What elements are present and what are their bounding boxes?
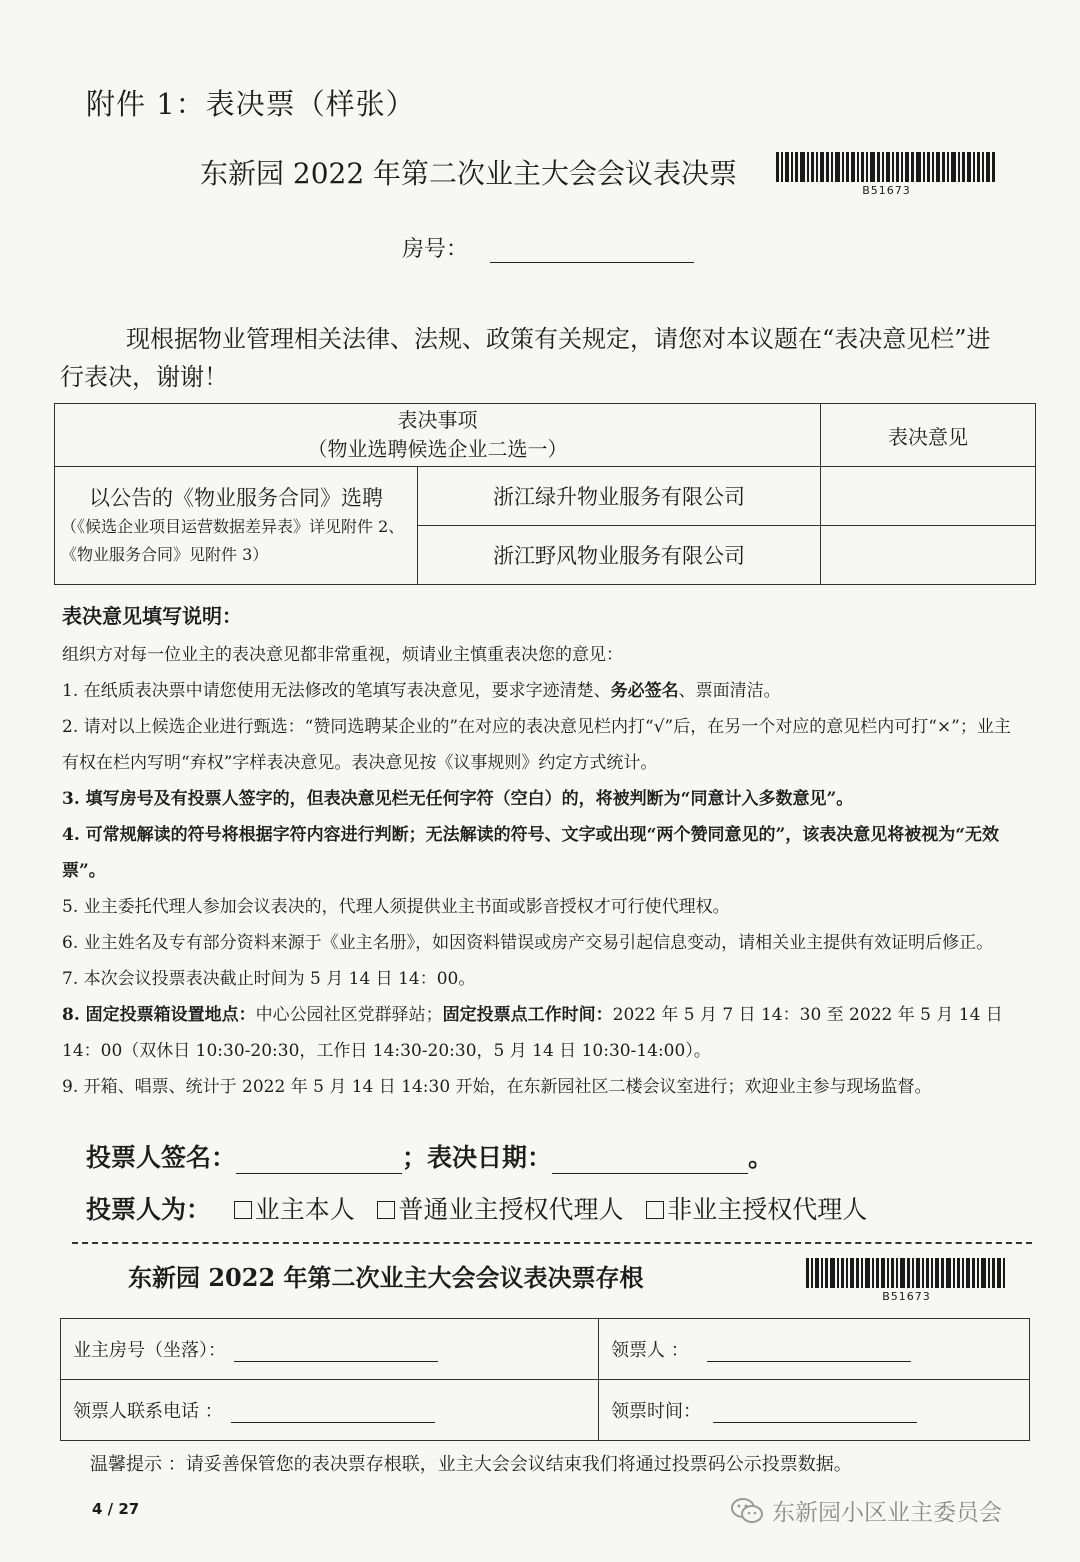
instruction-3: 3. 填写房号及有投票人签字的，但表决意见栏无任何字符（空白）的，将被判断为“同意计入多数意见”。 <box>62 789 854 809</box>
stub-barcode <box>806 1258 1007 1303</box>
receiver-phone-cell <box>61 1380 599 1441</box>
voter-type-row <box>86 1190 867 1226</box>
voter-sign-label: 投票人签名： <box>86 1143 237 1172</box>
opinion-cell-1[interactable] <box>821 467 1036 526</box>
selection-cell <box>55 467 418 585</box>
opinion-header: 表决意见 <box>821 404 1036 467</box>
instruction-9: 9. 开箱、唱票、统计于 2022 年 5 月 14 日 14:30 开始，在东新园社区二楼会议室进行；欢迎业主参与现场监督。 <box>62 1077 932 1097</box>
instruction-1: 1. 在纸质表决票中请您使用无法修改的笔填写表决意见，要求字迹清楚、务必签名、票面清洁。 <box>62 681 781 701</box>
receiver-line[interactable] <box>707 1361 911 1362</box>
vote-table <box>54 403 1036 585</box>
tip-text: 温馨提示 ：请妥善保管您的表决票存根联，业主大会会议结束我们将通过投票码公示投票数据。 <box>90 1454 852 1475</box>
stub-table <box>60 1318 1030 1441</box>
owner-room-line[interactable] <box>234 1361 438 1362</box>
ballot-title: 东新园 2022 年第二次业主大会会议表决票 <box>200 157 738 190</box>
voter-type-label: 投票人为： <box>86 1195 212 1224</box>
instruction-5: 5. 业主委托代理人参加会议表决的，代理人须提供业主书面或影音授权才可行使代理权。 <box>62 897 730 917</box>
instructions-intro: 组织方对每一位业主的表决意见都非常重视，烦请业主慎重表决您的意见： <box>62 645 623 665</box>
stub-barcode-number: B51673 <box>882 1290 931 1303</box>
voter-type-owner-proxy[interactable]: 普通业主授权代理人 <box>377 1195 623 1224</box>
instruction-2: 2. 请对以上候选企业进行甄选：“赞同选聘某企业的”在对应的表决意见栏内打“√”后，在另一个对应的意见栏内可打“×”；业主有权在栏内写明“弃权”字样表决意见。表决意见按《议事规则》约定方式统计。 <box>62 717 1011 773</box>
room-number-field[interactable] <box>402 232 694 263</box>
cut-line <box>72 1242 1032 1244</box>
instruction-7: 7. 本次会议投票表决截止时间为 5 月 14 日 14：00。 <box>62 969 476 989</box>
sign-end: 。 <box>748 1143 774 1172</box>
vote-date-label: 表决日期： <box>427 1143 553 1172</box>
selection-note: （《候选企业项目运营数据差异表》详见附件 2、《物业服务合同》见附件 3） <box>61 516 405 564</box>
stub-title: 东新园 2022 年第二次业主大会会议表决票存根 <box>128 1263 644 1292</box>
checkbox-icon[interactable] <box>234 1201 252 1219</box>
receive-time-label: 领票时间： <box>611 1401 701 1422</box>
room-label: 房号： <box>402 237 469 262</box>
selection-title: 以公告的《物业服务合同》选聘 <box>89 485 383 510</box>
opinion-cell-2[interactable] <box>821 526 1036 585</box>
voter-type-nonowner-proxy[interactable]: 非业主授权代理人 <box>646 1195 867 1224</box>
watermark <box>730 1494 1002 1527</box>
instruction-4: 4. 可常规解读的符号将根据字符内容进行判断；无法解读的符号、文字或出现“两个赞同意见的”，该表决意见将被视为“无效票”。 <box>62 825 999 881</box>
receiver-label: 领票人 ： <box>611 1340 689 1361</box>
instructions <box>62 637 1022 1105</box>
matter-title: 表决事项 <box>397 408 478 432</box>
voter-type-owner[interactable]: 业主本人 <box>234 1195 355 1224</box>
barcode-number: B51673 <box>862 184 911 197</box>
signature-row <box>86 1138 773 1174</box>
candidate-1: 浙江绿升物业服务有限公司 <box>418 467 821 526</box>
vote-matter-header <box>55 404 821 467</box>
barcode-bars <box>776 152 997 182</box>
page-number: 4 / 27 <box>92 1500 140 1518</box>
stub-barcode-bars <box>806 1258 1007 1288</box>
candidate-2: 浙江野风物业服务有限公司 <box>418 526 821 585</box>
receive-time-line[interactable] <box>713 1422 917 1423</box>
owner-room-label: 业主房号（坐落）： <box>73 1340 226 1361</box>
barcode <box>776 152 997 197</box>
receiver-cell <box>599 1319 1030 1380</box>
intro-text: 现根据物业管理相关法律、法规、政策有关规定，请您对本议题在“表决意见栏”进行表决，谢谢！ <box>60 325 991 391</box>
watermark-text: 东新园小区业主委员会 <box>772 1500 1002 1526</box>
voter-sign-line[interactable] <box>236 1173 402 1174</box>
wechat-icon <box>730 1497 764 1525</box>
checkbox-icon[interactable] <box>646 1201 664 1219</box>
room-input-line[interactable] <box>490 262 694 263</box>
owner-room-cell <box>61 1319 599 1380</box>
separator: ； <box>402 1143 428 1172</box>
vote-date-line[interactable] <box>552 1173 748 1174</box>
annex-label: 附件 1：表决票（样张） <box>86 87 416 121</box>
instructions-title: 表决意见填写说明： <box>62 604 242 628</box>
receiver-phone-line[interactable] <box>231 1422 435 1423</box>
matter-subtitle: （物业选聘候选企业二选一） <box>307 437 568 461</box>
instruction-8: 8. 固定投票箱设置地点：中心公园社区党群驿站；固定投票点工作时间：2022 年 5 月 7 日 14：30 至 2022 年 5 月 14 日 14：00（双休日 10:30-20:30，工作日 14:30-20:30，5 月 14 日 10:30-14:00）。 <box>62 1005 1003 1061</box>
receiver-phone-label: 领票人联系电话 ： <box>73 1401 223 1422</box>
instruction-6: 6. 业主姓名及专有部分资料来源于《业主名册》，如因资料错误或房产交易引起信息变动，请相关业主提供有效证明后修正。 <box>62 933 994 953</box>
receive-time-cell <box>599 1380 1030 1441</box>
checkbox-icon[interactable] <box>377 1201 395 1219</box>
